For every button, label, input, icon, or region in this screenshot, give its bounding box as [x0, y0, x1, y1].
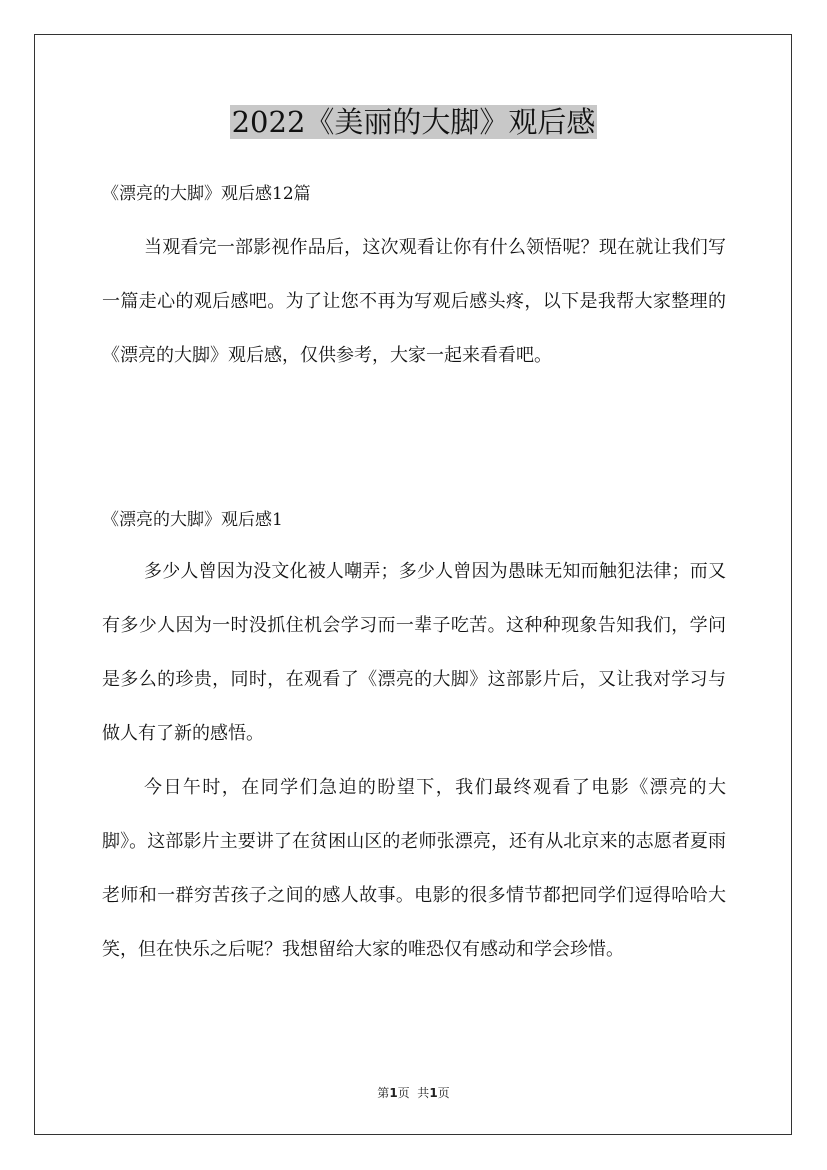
intro-block — [102, 221, 726, 383]
paragraph-2: 今日午时，在同学们急迫的盼望下，我们最终观看了电影《漂亮的大脚》。这部影片主要讲了在贫困山区的老师张漂亮，还有从北京来的志愿者夏雨老师和一群穷苦孩子之间的感人故事。电影的很多情节都把同学们逗得哈哈大笑，但在快乐之后呢？我想留给大家的唯恐仅有感动和学会珍惜。 — [102, 777, 726, 960]
page-footer — [0, 1084, 827, 1101]
footer-page-total: 1 — [429, 1086, 438, 1100]
section-heading: 《漂亮的大脚》观后感1 — [102, 510, 283, 530]
footer-page-current: 1 — [389, 1086, 398, 1100]
paragraph-1: 多少人曾因为没文化被人嘲弄；多少人曾因为愚昧无知而触犯法律；而又有多少人因为一时没抓住机会学习而一辈子吃苦。这种种现象告知我们，学问是多么的珍贵，同时，在观看了《漂亮的大脚》这部影片后，又让我对学习与做人有了新的感悟。 — [102, 561, 726, 744]
footer-prefix: 第 — [377, 1086, 390, 1100]
document-title-text: 2022《美丽的大脚》观后感 — [231, 105, 596, 139]
intro-paragraph: 当观看完一部影视作品后，这次观看让你有什么领悟呢？现在就让我们写一篇走心的观后感吧。为了让您不再为写观后感头疼，以下是我帮大家整理的《漂亮的大脚》观后感，仅供参考，大家一起来看看吧。 — [102, 237, 726, 366]
document-title — [0, 100, 827, 144]
section-body — [102, 545, 726, 977]
footer-mid: 页 共 — [397, 1086, 430, 1100]
footer-suffix: 页 — [437, 1086, 450, 1100]
document-subtitle: 《漂亮的大脚》观后感12篇 — [102, 184, 311, 204]
